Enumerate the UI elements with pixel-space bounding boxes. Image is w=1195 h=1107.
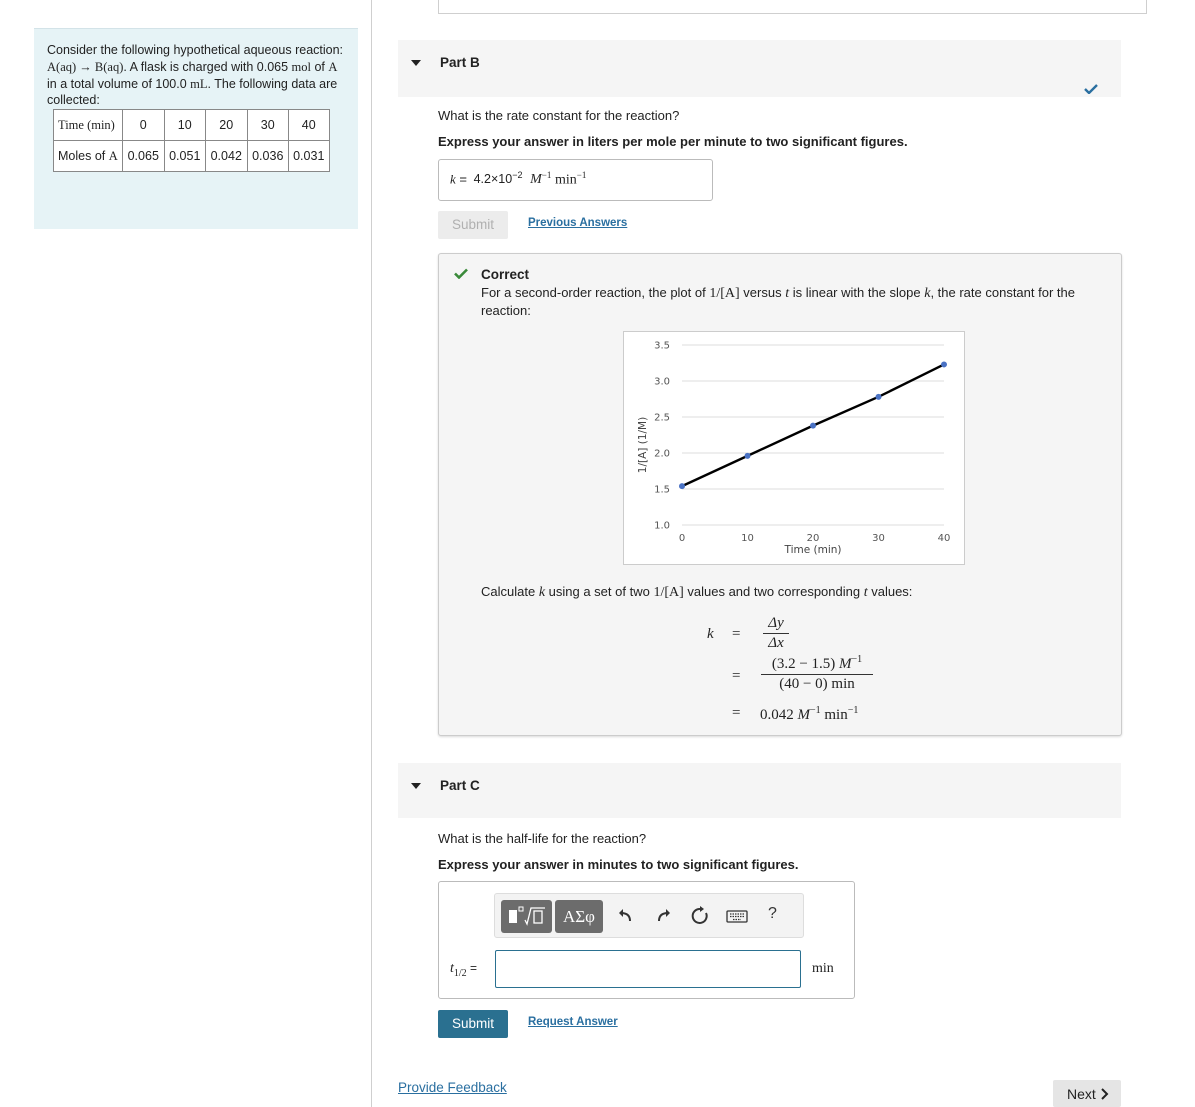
table-cell: 10 [164, 110, 205, 141]
math-toolbar [494, 893, 804, 938]
x-tick-label: 0 [678, 533, 686, 544]
data-table [53, 109, 330, 172]
table-row [54, 110, 330, 141]
x-tick-label: 20 [806, 533, 820, 544]
part-c-question: What is the half-life for the reaction? [438, 831, 647, 846]
y-tick-label: 3.5 [654, 340, 670, 352]
table-cell: 0 [122, 110, 164, 141]
x-axis-label: Time (min) [784, 544, 842, 556]
table-cell: 0.065 [122, 141, 164, 172]
y-tick-label: 2.0 [654, 448, 670, 460]
table-cell: 0.042 [205, 141, 247, 172]
x-tick-label: 10 [741, 533, 754, 544]
y-tick-labels [654, 341, 670, 532]
next-button[interactable]: Next [1053, 1080, 1121, 1107]
problem-text: Consider the following hypothetical aqueous reaction: A(aq) → B(aq). A flask is charged with 0.065 mol of A in a total volume of 100.0 mL. The following data are collected: [47, 43, 344, 108]
templates-icon[interactable] [501, 900, 552, 933]
data-point [810, 423, 816, 429]
data-point [876, 394, 882, 400]
y-axis-label: 1/[A] (1/M) [637, 416, 649, 474]
y-tick-label: 1.5 [654, 484, 670, 496]
provide-feedback-link[interactable]: Provide Feedback [398, 1080, 507, 1095]
previous-part-box [438, 0, 1147, 14]
part-c-answer-area [438, 881, 855, 999]
half-life-input[interactable] [495, 950, 801, 988]
feedback-title: Correct [481, 267, 530, 282]
undo-icon[interactable] [616, 906, 636, 926]
submit-button-disabled: Submit [438, 211, 508, 239]
half-life-label: $t_{1/2}$ = [450, 961, 478, 979]
feedback-box: Correct For a second-order reaction, the plot of 1/[A] versus t is linear with the slope k, the rate constant for the reaction: 1.0 1.5 2.0 2.5 3.0 3.5 0 10 20 30 40 Time (min) 1/[A] (1/M) Calculate k using a set of two 1/[A] values and two corresponding t values: k = Δy Δx = (3.2 − 1.5) $M^{-1}$ (40 − 0) min = 0.042 $M^{-1}$ $\min^{-1}$ [438, 253, 1122, 736]
rate-plot [623, 331, 965, 565]
table-cell: 30 [247, 110, 288, 141]
time-row-header: Time (min) [54, 110, 123, 141]
correct-check-icon [454, 268, 468, 279]
delta-fraction: Δy Δx [763, 615, 789, 652]
unit-label: min [812, 961, 834, 976]
x-tick-label: 40 [937, 533, 951, 544]
completed-check-icon [1084, 84, 1098, 94]
part-b-question: What is the rate constant for the reaction? [438, 108, 680, 123]
help-button[interactable]: ? [768, 905, 777, 922]
request-answer-link[interactable]: Request Answer [528, 1016, 618, 1028]
chevron-right-icon [1100, 1088, 1109, 1100]
data-point [745, 453, 751, 459]
part-b-answer-display: $k = 4.2\times 10^{-2}$ $M^{-1}$ $\min^{-1}$ [438, 159, 713, 201]
collapse-caret-icon[interactable] [411, 60, 421, 66]
data-point [679, 483, 685, 489]
reaction-equation: A(aq) → B(aq) [47, 59, 124, 74]
result-value: 0.042 $M^{-1}$ $\min^{-1}$ [760, 705, 859, 723]
part-b-title: Part B [440, 55, 480, 70]
rate-plot-svg [624, 332, 964, 564]
part-b-instruction: Express your answer in liters per mole per minute to two significant figures. [438, 134, 908, 149]
x-tick-labels [679, 533, 951, 544]
value-fraction: (3.2 − 1.5) $M^{-1}$ (40 − 0) min [761, 654, 873, 693]
table-cell: 0.051 [164, 141, 205, 172]
redo-icon[interactable] [653, 906, 673, 926]
problem-statement-panel [34, 28, 358, 229]
grid-lines [682, 345, 944, 525]
table-cell: 40 [288, 110, 329, 141]
part-c-instruction: Express your answer in minutes to two significant figures. [438, 857, 799, 872]
part-c-title: Part C [440, 778, 480, 793]
calculation-text: Calculate k using a set of two 1/[A] values and two corresponding t values: [481, 584, 913, 600]
y-tick-label: 3.0 [654, 376, 670, 388]
data-point [941, 361, 947, 367]
part-c-header[interactable] [398, 763, 1121, 818]
collapse-caret-icon[interactable] [411, 783, 421, 789]
greek-symbols-button[interactable]: ΑΣφ [555, 900, 603, 933]
x-tick-label: 30 [872, 533, 885, 544]
keyboard-icon[interactable] [726, 906, 748, 926]
reset-icon[interactable] [690, 906, 710, 926]
submit-button[interactable]: Submit [438, 1010, 508, 1038]
part-b-header[interactable] [398, 40, 1121, 97]
panel-divider [371, 0, 372, 1107]
y-tick-label: 1.0 [654, 520, 670, 532]
table-cell: 20 [205, 110, 247, 141]
table-cell: 0.031 [288, 141, 329, 172]
table-row [54, 141, 330, 172]
y-tick-label: 2.5 [654, 412, 670, 424]
table-cell: 0.036 [247, 141, 288, 172]
feedback-text: For a second-order reaction, the plot of 1/[A] versus t is linear with the slope k, the rate constant for the reaction: [481, 285, 1075, 318]
moles-row-header: Moles of A [54, 141, 123, 172]
previous-answers-link[interactable]: Previous Answers [528, 217, 628, 229]
